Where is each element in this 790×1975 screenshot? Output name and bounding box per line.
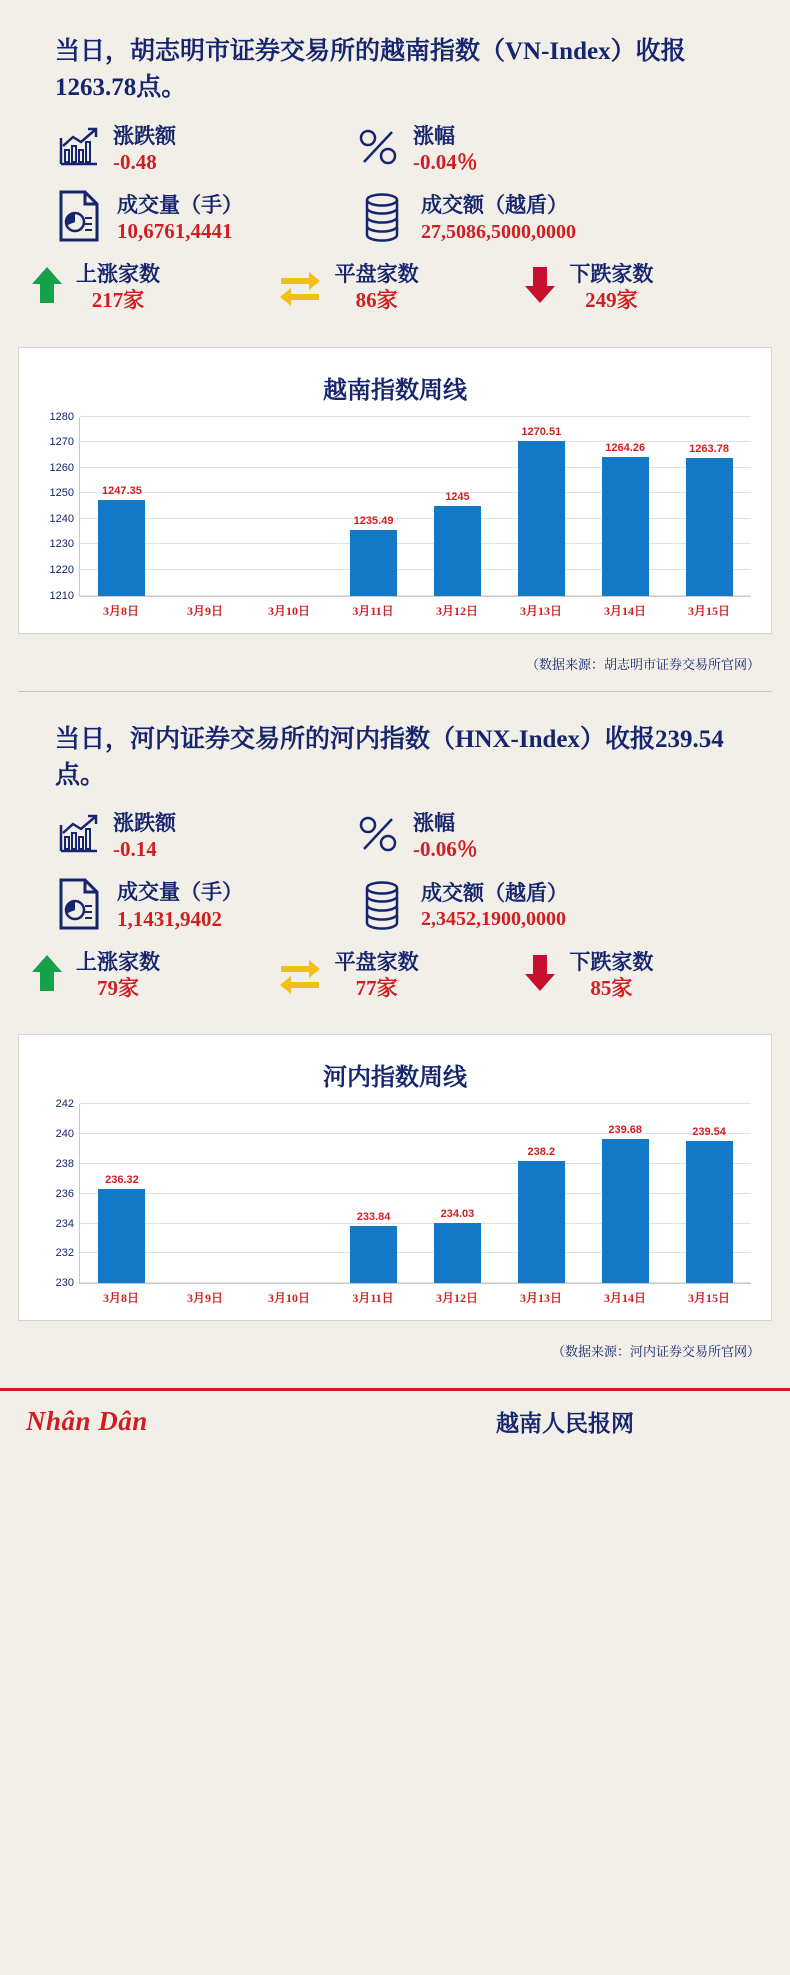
bar-value-label: 233.84 [356, 1210, 391, 1223]
brand-logo: Nhân Dân [26, 1406, 148, 1437]
percent-icon [355, 811, 401, 862]
y-axis-tick: 1280 [49, 410, 74, 423]
vn-stat-volume [55, 188, 355, 249]
x-axis-label: 3月13日 [519, 603, 562, 618]
hnx-decliners-value: 85家 [590, 975, 633, 1000]
vn-decliners [523, 261, 770, 315]
x-axis-label: 3月14日 [603, 1291, 646, 1306]
bar-slot [164, 417, 248, 596]
x-axis-label: 3月11日 [352, 603, 394, 618]
vn-source-note: （数据来源：胡志明市证券交易所官网） [525, 656, 760, 672]
vn-chart-card [18, 347, 772, 634]
hnx-stat-row-2 [0, 870, 790, 943]
y-axis-tick: 1260 [49, 461, 74, 474]
vn-advancers [30, 261, 277, 315]
arrows-flat-icon [277, 952, 323, 999]
vn-stat-turnover [355, 188, 576, 249]
arrow-down-icon [523, 952, 557, 999]
hnx-advancers-value: 79家 [97, 975, 139, 1000]
bar-value-label: 1235.49 [353, 515, 394, 528]
y-axis-tick: 232 [55, 1247, 74, 1260]
hnx-headline: 当日，河内证券交易所的河内指数（HNX-Index）收报239.54点。 [55, 725, 724, 789]
hnx-change-value: -0.14 [113, 837, 157, 862]
bar [434, 1223, 481, 1283]
bar [350, 1226, 397, 1283]
vn-advancers-value: 217家 [91, 288, 145, 313]
percent-icon [355, 124, 401, 175]
hnx-advancers [30, 949, 277, 1003]
y-axis-tick: 230 [55, 1277, 74, 1290]
bar [98, 1189, 145, 1283]
bar [350, 530, 397, 595]
hnx-chart-title: 河内指数周线 [323, 1065, 467, 1092]
bar-slot [416, 417, 500, 596]
hnx-volume-label: 成交量（手） [117, 880, 243, 905]
bar-value-label: 1245 [445, 491, 470, 504]
hnx-plot-area [55, 1098, 751, 1290]
bar-slot [416, 1104, 500, 1283]
vn-plot-wrap [29, 410, 761, 619]
hnx-stat-turnover [355, 876, 568, 937]
bar-slot [667, 1104, 751, 1283]
arrows-flat-icon [277, 264, 323, 311]
y-axis-tick: 1210 [49, 589, 74, 602]
vn-turnover-label: 成交额（越盾） [421, 193, 568, 218]
y-axis-tick: 1240 [49, 512, 74, 525]
bar-value-label: 238.2 [527, 1145, 556, 1158]
y-axis-tick: 1230 [49, 538, 74, 551]
footer [0, 1388, 790, 1456]
hnx-unchanged-label: 平盘家数 [334, 949, 419, 974]
hnx-advancers-label: 上涨家数 [76, 949, 160, 974]
hnx-breadth-row [0, 943, 790, 1017]
vn-stat-percent [355, 123, 478, 177]
bar-value-label: 1264.26 [605, 441, 646, 454]
bar-slot [80, 417, 164, 596]
y-axis-tick: 236 [55, 1187, 74, 1200]
vn-plot-area [49, 410, 751, 602]
bar [602, 1139, 649, 1283]
x-axis-label: 3月10日 [267, 1291, 310, 1306]
y-axis-tick: 240 [55, 1128, 74, 1141]
vn-percent-value: -0.04％ [413, 149, 478, 174]
vn-volume-label: 成交量（手） [117, 192, 243, 217]
chart-up-icon [55, 811, 101, 862]
vn-headline: 当日，胡志明市证券交易所的越南指数（VN-Index）收报1263.78点。 [55, 38, 686, 102]
y-axis-tick: 242 [55, 1098, 74, 1111]
vn-x-axis-labels [79, 602, 751, 619]
vn-unchanged-value: 86家 [355, 288, 398, 313]
bar-slot [248, 1104, 332, 1283]
document-pie-icon [55, 876, 105, 937]
vn-volume-value: 10,6761,4441 [117, 219, 233, 244]
bar-series [80, 1104, 751, 1283]
hnx-stat-volume [55, 876, 355, 937]
vn-percent-label: 涨幅 [413, 123, 455, 148]
vn-chart-title: 越南指数周线 [323, 377, 467, 404]
hnx-decliners-label: 下跌家数 [569, 949, 654, 974]
bar [98, 500, 145, 596]
x-axis-label: 3月12日 [435, 603, 478, 618]
bar-slot [667, 417, 751, 596]
bar-value-label: 236.32 [105, 1173, 139, 1186]
coins-icon [355, 876, 409, 937]
bar-slot [583, 1104, 667, 1283]
x-axis-label: 3月13日 [519, 1291, 562, 1306]
x-axis-label: 3月15日 [687, 1291, 730, 1306]
hnx-stat-change [55, 810, 355, 864]
x-axis-label: 3月11日 [352, 1291, 394, 1306]
hnx-unchanged [277, 949, 524, 1003]
vn-change-label: 涨跌额 [113, 123, 176, 148]
vn-decliners-value: 249家 [585, 288, 638, 313]
document-pie-icon [55, 188, 105, 249]
y-axis-tick: 1270 [49, 436, 74, 449]
bar-slot [80, 1104, 164, 1283]
bar-slot [332, 1104, 416, 1283]
chart-up-icon [55, 124, 101, 175]
vn-change-value: -0.48 [113, 149, 157, 174]
hnx-volume-value: 1,1431,9402 [117, 906, 222, 931]
hnx-x-axis-labels [79, 1289, 751, 1306]
x-axis-label: 3月8日 [102, 1291, 139, 1306]
x-axis-label: 3月12日 [435, 1291, 478, 1306]
bar-slot [248, 417, 332, 596]
bar-slot [583, 417, 667, 596]
coins-icon [355, 188, 409, 249]
x-axis-label: 3月14日 [603, 603, 646, 618]
vn-unchanged [277, 261, 524, 315]
hnx-unchanged-value: 77家 [355, 975, 398, 1000]
hnx-percent-value: -0.06％ [413, 837, 478, 862]
hnx-turnover-label: 成交额（越盾） [421, 881, 568, 906]
hnx-change-label: 涨跌额 [113, 811, 176, 836]
footer-site-name: 越南人民报网 [496, 1411, 634, 1437]
arrow-down-icon [523, 264, 557, 311]
bar-slot [499, 1104, 583, 1283]
bar-slot [499, 417, 583, 596]
x-axis-label: 3月9日 [186, 1291, 223, 1306]
y-axis-tick: 1250 [49, 487, 74, 500]
hnx-plot-wrap [29, 1098, 761, 1306]
y-axis-tick: 234 [55, 1217, 74, 1230]
bar [518, 1161, 565, 1283]
vn-breadth-row [0, 255, 790, 329]
vn-stat-row-2 [0, 182, 790, 255]
bar-value-label: 234.03 [440, 1208, 475, 1221]
hnx-stat-row-1 [0, 804, 790, 870]
bar [518, 441, 565, 596]
y-axis-tick: 238 [55, 1157, 74, 1170]
bar [686, 1141, 733, 1283]
arrow-up-icon [30, 264, 64, 311]
bar-slot [164, 1104, 248, 1283]
bar-slot [332, 417, 416, 596]
bar [686, 458, 733, 596]
y-axis-tick: 1220 [49, 564, 74, 577]
vn-stat-row-1 [0, 117, 790, 183]
hnx-chart-card [18, 1034, 772, 1321]
bar-series [80, 417, 751, 596]
vn-turnover-value: 27,5086,5000,0000 [421, 220, 576, 243]
bar-value-label: 1263.78 [689, 443, 729, 456]
hnx-decliners [523, 949, 770, 1003]
x-axis-label: 3月15日 [687, 603, 730, 618]
hnx-percent-label: 涨幅 [413, 811, 455, 836]
vn-unchanged-label: 平盘家数 [334, 262, 419, 287]
hnx-source-note: （数据来源：河内证券交易所官网） [551, 1344, 760, 1360]
x-axis-label: 3月8日 [102, 603, 139, 618]
vn-advancers-label: 上涨家数 [76, 262, 160, 287]
bar-value-label: 239.68 [608, 1123, 643, 1136]
bar [602, 457, 649, 596]
hnx-turnover-value: 2,3452,1900,0000 [421, 908, 566, 931]
vn-decliners-label: 下跌家数 [569, 262, 654, 287]
bar-value-label: 1247.35 [102, 485, 142, 498]
bar-value-label: 239.54 [692, 1125, 726, 1138]
arrow-up-icon [30, 952, 64, 999]
hnx-stat-percent [355, 810, 478, 864]
bar-value-label: 1270.51 [521, 425, 562, 438]
x-axis-label: 3月9日 [186, 603, 223, 618]
vn-stat-change [55, 123, 355, 177]
bar [434, 506, 481, 596]
x-axis-label: 3月10日 [267, 603, 310, 618]
